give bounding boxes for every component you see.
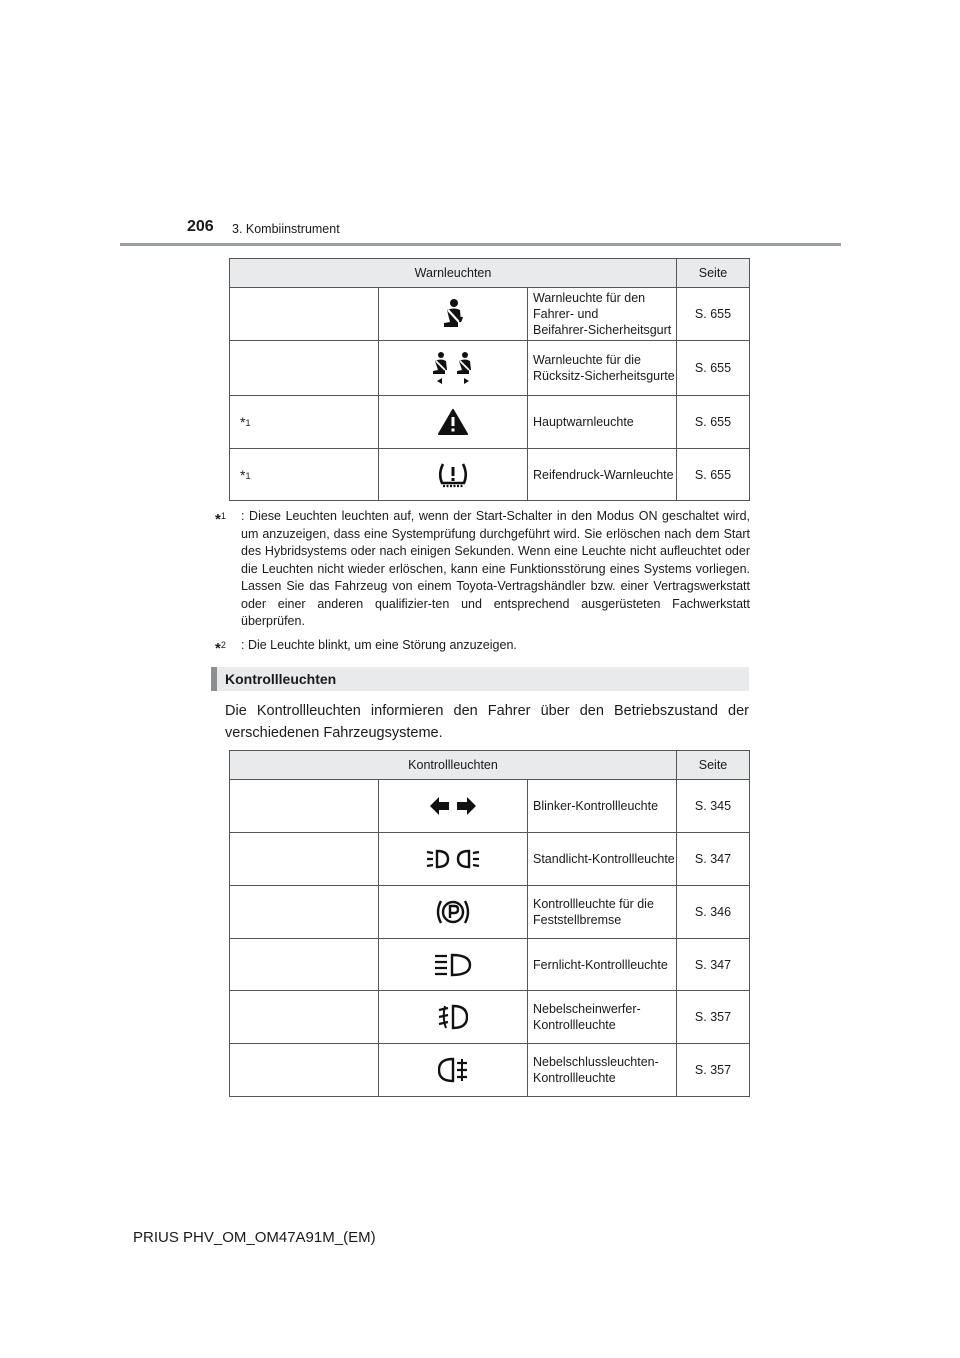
section-heading: Kontrollleuchten <box>225 671 337 687</box>
footnote-1: *$^1$ : Diese Leuchten leuchten auf, wenn der Start-Schalter in den Modus ON geschaltet wird, um anzuzeigen, dass eine Systemprüfung durchgeführt wird. Sie erlöschen nach dem Start des Hybridsystems oder nach einigen Sekunden. Wenn eine Leuchte nicht aufleuchtet oder die Leuchten nicht wieder erlöschen, kann eine Funktionsstörung eines Systems vorliegen. Lassen Sie das Fahrzeug von einem Toyota-Vertragshändler bzw. einer Vertragswerkstatt oder einer anderen qualifizier-ten und entsprechend ausgerüsteten Fachwerkstatt überprüfen. <box>215 508 750 631</box>
tire-pressure-icon <box>437 460 469 490</box>
table-row <box>230 396 750 449</box>
rear-fog-light-icon <box>438 1057 468 1083</box>
section-heading-bar <box>211 667 749 691</box>
indicator-table-header: Kontrollleuchten <box>230 751 677 780</box>
page-reference: S. 655 <box>677 341 750 396</box>
table-row <box>230 341 750 396</box>
page-reference: S. 357 <box>677 991 750 1044</box>
high-beam-icon <box>434 953 472 977</box>
warning-lights-table <box>229 258 750 501</box>
page-reference: S. 357 <box>677 1044 750 1097</box>
seatbelt-driver-icon <box>438 298 468 330</box>
page-reference: S. 346 <box>677 886 750 939</box>
parking-brake-icon <box>435 898 471 926</box>
footnote-marker-cell <box>230 288 379 341</box>
page-reference: S. 655 <box>677 449 750 501</box>
document-id: PRIUS PHV_OM_OM47A91M_(EM) <box>133 1229 376 1246</box>
indicator-lights-table <box>229 750 750 1097</box>
page-reference: S. 655 <box>677 288 750 341</box>
table-row <box>230 780 750 833</box>
page-reference: S. 347 <box>677 939 750 991</box>
table-row <box>230 833 750 886</box>
footnote-2: *$^2$ : Die Leuchte blinkt, um eine Störung anzuzeigen. <box>215 637 750 655</box>
page-number: 206 <box>187 218 214 235</box>
front-fog-light-icon <box>438 1004 468 1030</box>
heading-accent <box>211 667 217 691</box>
row-description: Warnleuchte für die Rücksitz-Sicherheitsgurte <box>528 341 677 396</box>
table-row <box>230 991 750 1044</box>
page-reference: S. 347 <box>677 833 750 886</box>
footnote-text: : Die Leuchte blinkt, um eine Störung anzuzeigen. <box>241 638 517 652</box>
footnote-marker-cell: *$^1$ <box>230 396 379 449</box>
page-column-header: Seite <box>677 751 750 780</box>
turn-signal-icon <box>429 795 477 817</box>
row-description: Nebelscheinwerfer-Kontrollleuchte <box>528 991 677 1044</box>
table-row <box>230 939 750 991</box>
table-row <box>230 449 750 501</box>
row-description: Standlicht-Kontrollleuchte <box>528 833 677 886</box>
page-reference: S. 655 <box>677 396 750 449</box>
row-description: Blinker-Kontrollleuchte <box>528 780 677 833</box>
row-description: Nebelschlussleuchten-Kontrollleuchte <box>528 1044 677 1097</box>
footnote-marker-cell <box>230 341 379 396</box>
row-description: Hauptwarnleuchte <box>528 396 677 449</box>
row-description: Kontrollleuchte für die Feststellbremse <box>528 886 677 939</box>
table-row <box>230 288 750 341</box>
table-row <box>230 1044 750 1097</box>
tail-light-icon <box>426 848 480 870</box>
footnote-text: : Diese Leuchten leuchten auf, wenn der Start-Schalter in den Modus ON geschaltet wird, um anzuzeigen, dass eine Systemprüfung durchgeführt wird. Sie erlöschen nach dem Start des Hybridsystems oder nach einigen Sekunden. Wenn eine Leuchte nicht aufleuchtet oder die Leuchten nicht wieder erlöschen, kann eine Funktionsstörung eines Systems vorliegen. Lassen Sie das Fahrzeug von einem Toyota-Vertragshändler bzw. einer Vertragswerkstatt oder einer anderen qualifizier-ten und entsprechend ausgerüsteten Fachwerkstatt überprüfen. <box>241 509 750 628</box>
page-reference: S. 345 <box>677 780 750 833</box>
header-divider <box>120 243 841 246</box>
row-description: Warnleuchte für den Fahrer- und <box>533 291 646 321</box>
section-title: 3. Kombiinstrument <box>232 222 340 236</box>
row-description: Fernlicht-Kontrollleuchte <box>528 939 677 991</box>
intro-paragraph: Die Kontrollleuchten informieren den Fahrer über den Betriebszustand der verschiedenen Fahrzeugsysteme. <box>225 703 749 741</box>
row-description: Reifendruck-Warnleuchte <box>528 449 677 501</box>
page-column-header: Seite <box>677 259 750 288</box>
footnote-marker-cell: *$^1$ <box>230 449 379 501</box>
warning-table-header: Warnleuchten <box>230 259 677 288</box>
rear-seatbelt-icon <box>427 351 479 385</box>
table-row <box>230 886 750 939</box>
master-warning-icon <box>438 409 468 435</box>
row-description-cont: Beifahrer-Sicherheitsgurt <box>533 323 672 337</box>
